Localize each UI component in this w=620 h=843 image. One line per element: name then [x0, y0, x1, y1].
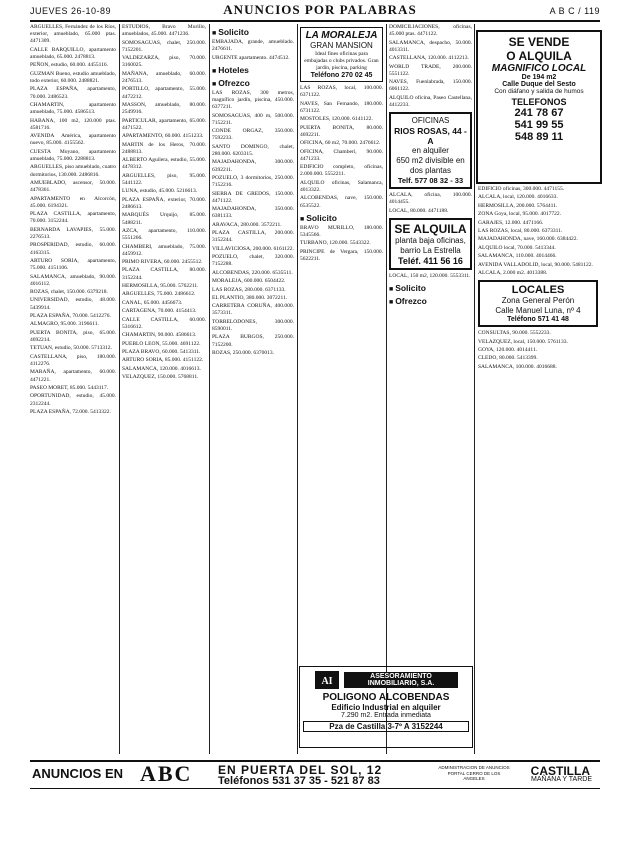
classified-ad: SALAMANCA, despacho, 50.000. 4013311. — [389, 39, 472, 53]
classified-ad: MASSON, amueblado, 80.000. 2549916. — [122, 101, 206, 116]
column-divider — [119, 24, 120, 754]
classified-ad: GOYA, 120.000. 4014411. — [478, 346, 538, 353]
ad-phone: Teléf. 411 56 16 — [398, 255, 463, 266]
classified-ad: SANTO DOMINGO, chalet, 280.000. 6203315. — [212, 143, 294, 157]
classified-ad: LOCAL, 80.000. 4471188. — [389, 207, 449, 214]
classified-ad: ALMAGRO, 95.000. 3196611. — [30, 321, 99, 328]
ad-size: De 194 m2 — [521, 74, 557, 81]
ad-subheading: MAGNIFICO LOCAL — [491, 63, 587, 74]
classified-ad: ALQUILO oficinas, Salamanca, 4013322. — [300, 179, 383, 193]
classified-ad: ALCOBENDAS, 220.000. 6535511. — [212, 269, 293, 276]
classified-ad: ALCALA, local, 120.000. 4016633. — [478, 194, 558, 201]
column-4 — [300, 24, 383, 759]
moraleja-ad-box — [300, 27, 383, 82]
classified-ad: PRIMO RIVERA, 60.000. 2455512. — [122, 259, 203, 266]
classified-ad: CHAMBERI, amueblado, 75.000. 4459912. — [122, 243, 206, 257]
classified-ad: ALBERTO Aguilera, estudio, 55.000. 4478312. — [122, 157, 206, 171]
ad-body: Calle Manuel Luna, nº 4 — [495, 306, 581, 316]
classified-ad: ARGUELLES, piso, 95.000. 5441122. — [122, 172, 206, 186]
classified-ad: CASTELLANA, piso, 180.000. 4112276. — [30, 353, 116, 368]
classified-ad: TURBANO, 120.000. 5543322. — [300, 240, 371, 247]
classified-ad: CHAMARTIN, apartamento amueblado, 75.000. 4586513. — [30, 101, 116, 116]
section-heading-hoteles: ■ Hoteles — [212, 65, 294, 75]
classified-ad: MARTIN de los Heros, 70.000. 2488813. — [122, 141, 206, 155]
classified-ad: NAVES, San Fernando, 180.000. 6731122. — [300, 100, 383, 114]
classified-ad: BERNARDA LAVAPIES, 55.000. 2276513. — [30, 226, 116, 240]
classified-ad: APARTAMENTO en Alcorcón, 45.000. 6194321. — [30, 195, 116, 209]
classified-ad: ALCOBENDAS, nave, 150.000. 6535522. — [300, 195, 383, 209]
classified-ad: LAS ROZAS, local, 100.000. 6371122. — [300, 85, 383, 99]
footer-phones: Teléfonos 531 37 35 - 521 87 83 — [218, 775, 380, 787]
classified-ad: EL PLANTIO, 380.000. 3072211. — [212, 294, 288, 301]
column-6 — [478, 186, 598, 756]
classified-ad: CANAL, 65.000. 4456673. — [122, 299, 183, 306]
svg-text:AI: AI — [321, 676, 333, 687]
classified-ad: MORALEJA, 600.000. 6504422. — [212, 278, 286, 285]
classified-ad: ZONA Goya, local, 95.000. 4017722. — [478, 211, 561, 218]
ad-phone: Teléfono 270 02 45 — [310, 72, 373, 79]
classified-ad: MOSTOLES, 120.000. 6141122. — [300, 116, 373, 123]
locales-ad-box — [478, 280, 598, 327]
classified-ad: PROSPERIDAD, estudio, 60.000. 4163315. — [30, 242, 116, 256]
ad-street: Calle Duque del Sesto — [502, 81, 576, 88]
classified-ad: ARTURO SORIA, apartamento, 75.000. 4151106. — [30, 257, 116, 272]
footer-hours: MAÑANA Y TARDE — [531, 776, 592, 783]
classified-ad: ESTUDIOS, Bravo Murillo, amueblados, 45.000. 4471236. — [122, 24, 206, 38]
classified-ad: PLAZA BURGOS, 250.000. 7152200. — [212, 334, 294, 348]
classified-ad: SIERRA DE GREDOS, 150.000. 4471122. — [212, 190, 294, 204]
company-name: ASESORAMIENTO INMOBILIARIO, S.A. — [344, 672, 458, 688]
classified-ad: ROZAS, 250.000. 6370013. — [212, 350, 275, 357]
column-5 — [389, 24, 472, 759]
classified-ad: SALAMANCA, amueblado, 90.000. 4016112. — [30, 273, 116, 287]
ad-heading: SE VENDE — [508, 35, 570, 49]
section-heading-ofrezco: ■ Ofrezco — [212, 78, 294, 88]
ad-heading: SE ALQUILA — [394, 221, 467, 236]
classified-ad: PUERTA BONITA, 80.000. 4692211. — [300, 124, 383, 138]
classified-ad: SOMOSAGUAS, chalet, 250.000. 7152201. — [122, 39, 206, 53]
classified-ad: MAÑANA, amueblado, 60.000. 2476513. — [122, 70, 206, 84]
classified-ad: UNIVERSIDAD, estudio, 48.000. 5439914. — [30, 297, 116, 311]
classified-ad: ALCALA, oficina, 100.000. 4014455. — [389, 192, 472, 206]
header-page: A B C / 119 — [549, 6, 600, 16]
footer-castilla: CASTILLA — [530, 764, 590, 778]
column-divider — [386, 24, 387, 754]
classified-ad: TETUAN, estudio, 50.000. 5713312. — [30, 345, 112, 352]
classified-ad: PLAZA ESPAÑA, 72.000. 5413322. — [30, 409, 111, 416]
classified-ad: PLAZA CASTILLA, 200.000. 3152244. — [212, 230, 294, 244]
classified-ad: HABANA, 100 m2, 120.000 ptas. 4581716. — [30, 117, 116, 131]
classified-ad: AMUEBLADO, ascensor, 50.000. 4478361. — [30, 179, 116, 194]
se-alquila-ad-box — [389, 218, 472, 270]
classified-ad: ALQUILO oficina, Paseo Castellana, 4412233. — [389, 94, 472, 108]
classified-ad: OFICINA, Chamberí, 90.000. 4471233. — [300, 148, 383, 162]
classified-ad: CARRETERA CORUÑA, 400.000. 3573311. — [212, 303, 294, 317]
company-logo — [314, 670, 340, 690]
ad-phone: Teléfono 571 41 48 — [507, 316, 569, 324]
ad-heading: O ALQUILA — [506, 49, 572, 63]
classified-ad: LAS ROZAS, 280.000. 6371133. — [212, 286, 286, 293]
ad-heading: LA MORALEJA — [305, 30, 378, 41]
abc-logo: ABC — [140, 761, 193, 786]
classified-ad: GARAJES, 12.000. 4471166. — [478, 219, 544, 226]
page-header — [30, 2, 600, 22]
header-title: ANUNCIOS POR PALABRAS — [223, 2, 417, 17]
classified-ad: OFICINA, 60 m2, 70.000. 2476612. — [300, 140, 381, 147]
classified-ad: MAJADAHONDA, 350.000. 6381133. — [212, 206, 294, 220]
column-1 — [30, 24, 116, 759]
classified-ad: ALCALA, 2.000 m2. 4013388. — [478, 269, 548, 276]
ad-subheading: en alquiler — [412, 146, 449, 156]
classified-ad: MAJADAHONDA, 300.000. 6392211. — [212, 159, 294, 173]
classified-ad: PLAZA CASTILLA, 80.000. 3152244. — [122, 267, 206, 281]
ad-subheading: GRAN MANSION — [310, 41, 373, 50]
classified-ad: PLAZA ESPAÑA, exterior, 70.000. 2486613. — [122, 196, 206, 210]
section-heading-ofrezco: ■ Ofrezco — [389, 296, 472, 306]
classified-ad: ROZAS, chalet, 150.000. 6379218. — [30, 289, 108, 296]
classified-ad: PORTILLO, apartamento, 55.000. 4472212. — [122, 86, 206, 100]
classified-ad: CARTAGENA, 70.000. 4154413. — [122, 308, 197, 315]
ad-phone-label: TELEFONOS — [511, 97, 567, 107]
column-divider — [297, 24, 298, 754]
classified-ad: URGENTE apartamento. 4474512. — [212, 54, 290, 61]
classified-ad: LAS ROZAS, 300 metros, magnífico jardín, piscina, 450.000. 6377211. — [212, 89, 294, 111]
classified-ad: ARGUELLES, 75.000. 2486612. — [122, 291, 196, 298]
column-divider — [209, 24, 210, 754]
classified-ad: CHAMARTIN, 90.000. 4586613. — [122, 332, 197, 339]
classified-ad: ARAVACA, 280.000. 3572211. — [212, 221, 282, 228]
classified-ad: ARTURO SORIA, 85.000. 4151122. — [122, 357, 204, 364]
ad-address: RIOS ROSAS, 44 - A — [394, 126, 467, 147]
section-heading-solicito: ■ Solicito — [212, 27, 294, 37]
classified-ad: CALLE BARQUILLO, apartamento amueblado, 65.000. 2478813. — [30, 46, 116, 60]
ad-phone: 548 89 11 — [514, 131, 564, 143]
classified-ad: DOMICILIACIONES, oficinas, 45.000 ptas. 4471122. — [389, 24, 472, 38]
footer-admin: ADMINISTRACION DE ANUNCIOS PORTAL CERRO DE LOS ANGELES — [438, 765, 510, 781]
ad-phone: Telf. 577 08 32 - 33 — [397, 176, 464, 186]
classified-ad: CONSULTAS, 90.000. 5552233. — [478, 330, 551, 337]
ad-body: planta baja oficinas, barrio La Estrella — [395, 235, 466, 255]
classified-ad: TORRELODONES, 300.000. 8590011. — [212, 318, 294, 333]
classified-ad: PEÑON, estudio, 60.000. 4455116. — [30, 62, 109, 69]
classified-ad: VELAZQUEZ, 150.000. 5768811. — [122, 374, 199, 381]
ad-body: Ideal fines oficinas para embajadas o clubs privados. Gran jardín, piscina, parking — [304, 51, 379, 71]
classified-ad: EMBAJADA, grande, amueblado. 2476611. — [212, 39, 294, 53]
classified-ad: APARTAMENTO, 60.000. 4151233. — [122, 133, 204, 140]
classified-ad: SALAMANCA, 120.000. 4016613. — [122, 365, 201, 372]
classified-ad: NAVES, Fuenlabrada, 150.000. 6061122. — [389, 79, 472, 93]
classified-ad: PLAZA BRAVO, 60.000. 5413311. — [122, 349, 201, 356]
classified-ad: HERMOSILLA, 95.000. 5762211. — [122, 283, 199, 290]
classified-ad: VELAZQUEZ, local, 150.000. 5761133. — [478, 338, 568, 345]
classified-ad: POZUELO, 3 dormitorios, 250.000. 7152216. — [212, 174, 294, 189]
classified-ad: MAJADAHONDA, nave, 160.000. 6384422. — [478, 236, 578, 243]
section-heading-solicito: ■ Solicito — [300, 213, 383, 223]
ad-heading: POLIGONO ALCOBENDAS — [322, 692, 450, 703]
page-footer — [30, 760, 600, 789]
classified-ad: AVENIDA América, apartamento nuevo, 85.000. 4155562. — [30, 133, 116, 147]
classified-ad: PASEO MORET, 85.000. 5443117. — [30, 385, 109, 392]
column-2 — [122, 24, 206, 759]
classified-ad: MARAÑA, apartamento, 60.000. 4471221. — [30, 369, 116, 383]
classified-ad: SALAMANCA, 110.000. 4014466. — [478, 253, 557, 260]
classified-ad: PRINCIPE de Vergara, 150.000. 5622211. — [300, 248, 383, 262]
classified-ad: ARGUELLES, piso amueblado, cuatro dormitorios, 130.000. 2486816. — [30, 164, 116, 178]
ad-phone: 541 99 55 — [514, 119, 564, 131]
classified-ad: CONDE ORGAZ, 350.000. 7592233. — [212, 128, 294, 142]
classified-ad: AZCA, apartamento, 110.000. 5551266. — [122, 227, 206, 242]
section-heading-solicito: ■ Solicito — [389, 283, 472, 293]
classified-ad: CALLE CASTILLA, 60.000. 5316612. — [122, 316, 206, 330]
ad-subheading: Zona General Perón — [501, 296, 575, 306]
classified-ad: PUEBLO LEON, 55.000. 4691122. — [122, 340, 201, 347]
header-date: JUEVES 26-10-89 — [30, 6, 112, 16]
ad-heading: OFICINAS — [411, 116, 450, 126]
classified-ad: EDIFICIO oficinas, 300.000. 4471155. — [478, 186, 565, 192]
classified-ad: EDIFICIO completo, oficinas, 2.000.000. 5552211. — [300, 164, 383, 178]
footer-address: EN PUERTA DEL SOL, 12 — [218, 763, 383, 777]
classified-ad: PLAZA ESPAÑA, apartamento, 70.000. 2486523. — [30, 86, 116, 100]
classified-ad: GUZMAN Bueno, estudio amueblado, todo exterior, 60.000. 2488821. — [30, 70, 116, 84]
ad-subheading: Edificio Industrial en alquiler — [331, 703, 441, 712]
se-vende-ad-box — [476, 30, 602, 184]
classified-ad: CASTELLANA, 120.000. 4112213. — [389, 55, 469, 62]
poligono-ad-box — [299, 666, 473, 748]
ad-body: Con diáfano y salida de humos — [494, 88, 584, 95]
rios-rosas-ad-box — [389, 112, 472, 189]
classified-ad: SOMOSAGUAS, 400 m, 500.000. 7152211. — [212, 112, 294, 126]
classified-ad: POZUELO, chalet, 320.000. 7152288. — [212, 254, 294, 268]
footer-anuncios: ANUNCIOS EN — [32, 766, 124, 781]
classified-ad: HERMOSILLA, 200.000. 5764411. — [478, 202, 558, 209]
classified-ad: VALDEZARZA, piso, 70.000. 3160025. — [122, 55, 206, 69]
classified-ad: SALAMANCA, 100.000. 4016688. — [478, 363, 557, 370]
classified-ad: LOCAL, 150 m2, 120.000. 5553311. — [389, 272, 471, 279]
ad-phone: 241 78 67 — [514, 107, 564, 119]
classified-ad: PARTICULAR, apartamento, 65.000. 4471522. — [122, 117, 206, 131]
classified-ad: AVENIDA VALLADOLID, local, 90.000. 5481122. — [478, 261, 593, 268]
classified-ad: OPORTUNIDAD, estudio, 45.000. 2312244. — [30, 393, 116, 407]
classified-ad: PLAZA ESPAÑA, 70.000. 5412276. — [30, 313, 111, 320]
ad-body: 650 m2 divisible en dos plantas — [396, 156, 465, 176]
classified-ad: ARGUELLES, Fernández de los Ríos, exterior, amueblado, 65.000 ptas. 4471309. — [30, 24, 116, 45]
ad-phone: Pza de Castilla 3-7º A 3152244 — [303, 721, 469, 732]
classified-ad: PUERTA BONITA, piso, 65.000. 4692214. — [30, 329, 116, 344]
column-divider — [474, 24, 475, 754]
ad-body: 7.290 m2. Entrada inmediata — [341, 712, 431, 719]
classified-ad: CUESTA Moyano, apartamento amueblado, 75.000. 2288813. — [30, 148, 116, 162]
classified-ad: MARQUÉS Urquijo, 85.000. 5488211. — [122, 212, 206, 226]
classified-ad: CLEDO, 80.000. 5413399. — [478, 355, 538, 362]
ad-heading: LOCALES — [511, 284, 565, 297]
classified-ad: VILLAVICIOSA, 200.000. 6161122. — [212, 245, 294, 252]
classified-ad: ALQUILO local, 70.000. 5413344. — [478, 244, 556, 251]
column-3 — [212, 24, 294, 759]
classified-ad: PLAZA CASTILLA, apartamento, 70.000. 3152244. — [30, 211, 116, 225]
classified-ad: BRAVO MURILLO, 180.000. 5345566. — [300, 224, 383, 238]
classified-ad: WORLD TRADE, 200.000. 5551122. — [389, 63, 472, 77]
classified-ad: LAS ROZAS, local, 80.000. 6373311. — [478, 227, 563, 234]
classified-ad: LUNA, estudio, 45.000. 5216613. — [122, 188, 198, 195]
